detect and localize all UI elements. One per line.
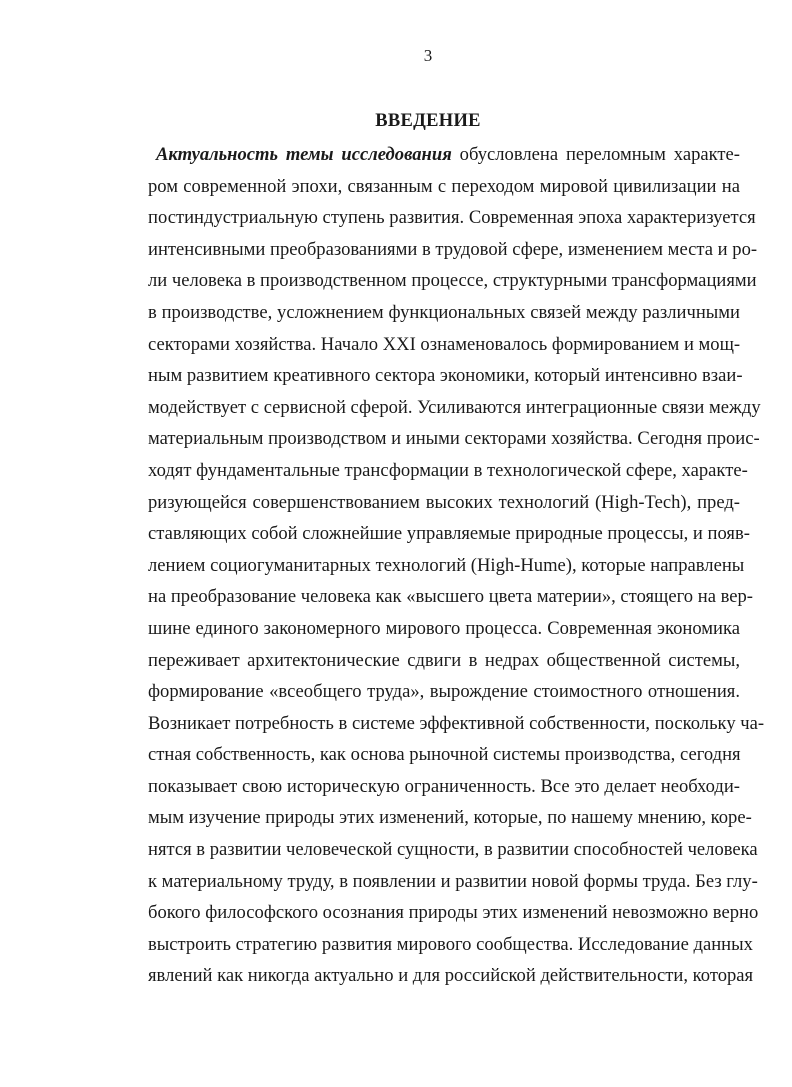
text-line: ным развитием креативного сектора экономики, который интенсивно взаи- [148, 365, 743, 387]
text-line: явлений как никогда актуально и для российской действительности, которая [148, 965, 754, 987]
text-line: стная собственность, как основа рыночной системы производства, сегодня [148, 744, 741, 766]
text-line: мым изучение природы этих изменений, которые, по нашему мнению, коре- [148, 807, 752, 829]
text-line: в производстве, усложнением функциональных связей между различными [148, 301, 740, 323]
text-line: постиндустриальную ступень развития. Современная эпоха характеризуется [148, 207, 756, 229]
text-line: бокого философского осознания природы этих изменений невозможно верно [148, 902, 759, 924]
text-line: нятся в развитии человеческой сущности, в развитии способностей человека [148, 839, 758, 861]
body-text [148, 139, 765, 992]
text-line: ли человека в производственном процессе, структурными трансформациями [148, 270, 757, 292]
text-line: секторами хозяйства. Начало XXI ознаменовалось формированием и мощ- [148, 333, 741, 355]
text-line: к материальному труду, в появлении и развитии новой формы труда. Без глу- [148, 870, 758, 892]
text-line: Возникает потребность в системе эффективной собственности, поскольку ча- [148, 712, 765, 734]
text-line: ризующейся совершенствованием высоких технологий (High-Tech), пред- [148, 491, 740, 513]
text-line: выстроить стратегию развития мирового сообщества. Исследование данных [148, 933, 753, 955]
text-line: материальным производством и иными секторами хозяйства. Сегодня проис- [148, 428, 760, 450]
lead-emphasis: Актуальность темы исследования [156, 144, 452, 165]
text-line: шине единого закономерного мирового процесса. Современная экономика [148, 617, 740, 639]
text-line: ставляющих собой сложнейшие управляемые природные процессы, и появ- [148, 523, 750, 545]
text-line: модействует с сервисной сферой. Усиливаются интеграционные связи между [148, 396, 761, 418]
text-line: лением социогуманитарных технологий (High-Hume), которые направлены [148, 554, 745, 576]
text-line: ходят фундаментальные трансформации в технологической сфере, характе- [148, 459, 748, 481]
page-number: 3 [423, 46, 433, 65]
text-line: показывает свою историческую ограниченность. Все это делает необходи- [148, 775, 740, 797]
text-line: переживает архитектонические сдвиги в недрах общественной системы, [148, 649, 740, 671]
text-line: Актуальность темы исследования обусловлена переломным характе- [156, 144, 741, 165]
text-line: интенсивными преобразованиями в трудовой сфере, изменением места и ро- [148, 238, 758, 260]
section-heading: ВВЕДЕНИЕ [375, 111, 481, 131]
text-line: формирование «всеобщего труда», вырождение стоимостного отношения. [148, 681, 740, 703]
text-line: ром современной эпохи, связанным с переходом мировой цивилизации на [148, 175, 740, 197]
text-line: на преобразование человека как «высшего цвета материи», стоящего на вер- [148, 586, 754, 608]
